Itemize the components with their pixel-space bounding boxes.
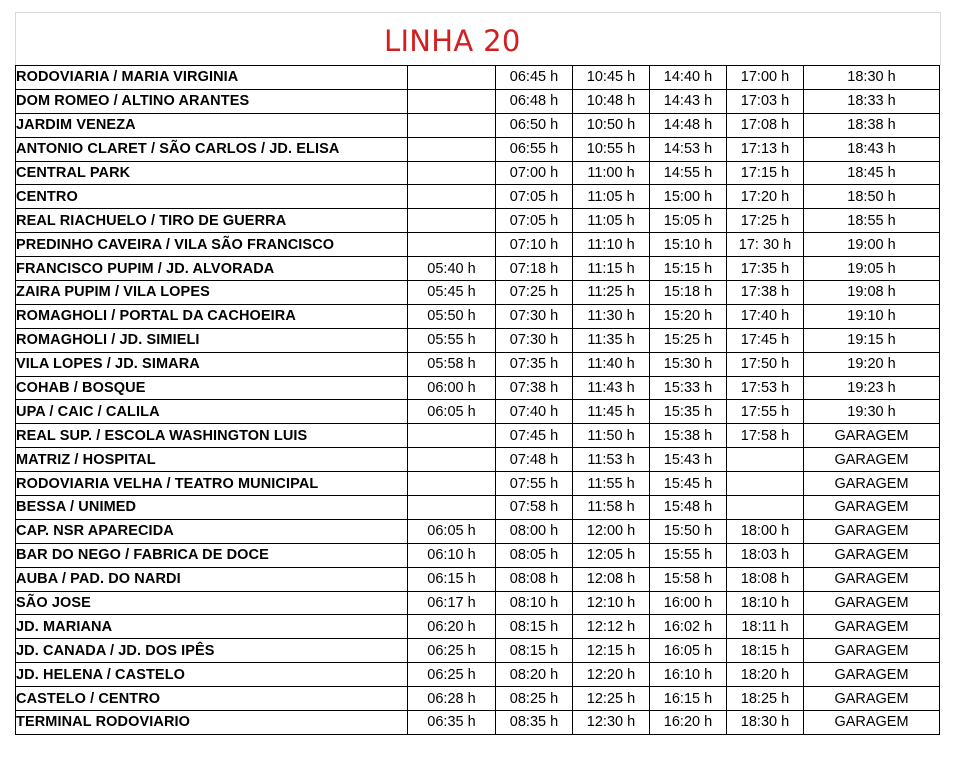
departure-time-cell: 14:43 h [650, 89, 727, 113]
stop-name-cell: DOM ROMEO / ALTINO ARANTES [16, 89, 408, 113]
departure-time-cell: 16:20 h [650, 711, 727, 735]
departure-time-cell: 16:02 h [650, 615, 727, 639]
departure-time-cell: GARAGEM [804, 472, 940, 496]
departure-time-cell: 17:58 h [727, 424, 804, 448]
departure-time-cell [727, 472, 804, 496]
departure-time-cell: 17:38 h [727, 281, 804, 305]
departure-time-cell: 10:55 h [573, 137, 650, 161]
table-row [16, 209, 940, 233]
departure-time-cell: 17:03 h [727, 89, 804, 113]
departure-time-cell: 07:58 h [496, 496, 573, 520]
stop-name-cell: CENTRO [16, 185, 408, 209]
table-row [16, 185, 940, 209]
departure-time-cell: 17:08 h [727, 113, 804, 137]
departure-time-cell: 15:00 h [650, 185, 727, 209]
stop-name-cell: JD. HELENA / CASTELO [16, 663, 408, 687]
table-row [16, 543, 940, 567]
departure-time-cell: 18:08 h [727, 567, 804, 591]
departure-time-cell: 08:15 h [496, 615, 573, 639]
stop-name-cell: SÃO JOSE [16, 591, 408, 615]
departure-time-cell: 17:00 h [727, 66, 804, 90]
departure-time-cell: 07:10 h [496, 233, 573, 257]
departure-time-cell: 17:20 h [727, 185, 804, 209]
departure-time-cell: 08:00 h [496, 519, 573, 543]
stop-name-cell: CENTRAL PARK [16, 161, 408, 185]
departure-time-cell: 15:10 h [650, 233, 727, 257]
stop-name-cell: MATRIZ / HOSPITAL [16, 448, 408, 472]
departure-time-cell: 08:20 h [496, 663, 573, 687]
departure-time-cell: 07:40 h [496, 400, 573, 424]
departure-time-cell: 18:38 h [804, 113, 940, 137]
departure-time-cell: 14:55 h [650, 161, 727, 185]
table-row [16, 567, 940, 591]
departure-time-cell: 19:10 h [804, 304, 940, 328]
departure-time-cell: 11:40 h [573, 352, 650, 376]
departure-time-cell: 07:30 h [496, 304, 573, 328]
stop-name-cell: TERMINAL RODOVIARIO [16, 711, 408, 735]
departure-time-cell: 11:10 h [573, 233, 650, 257]
stop-name-cell: ANTONIO CLARET / SÃO CARLOS / JD. ELISA [16, 137, 408, 161]
departure-time-cell: 07:25 h [496, 281, 573, 305]
departure-time-cell: GARAGEM [804, 424, 940, 448]
departure-time-cell: 15:58 h [650, 567, 727, 591]
departure-time-cell: 17:50 h [727, 352, 804, 376]
departure-time-cell: 14:48 h [650, 113, 727, 137]
departure-time-cell: 17:55 h [727, 400, 804, 424]
departure-time-cell: 12:08 h [573, 567, 650, 591]
departure-time-cell: 17:25 h [727, 209, 804, 233]
departure-time-cell: 06:25 h [408, 663, 496, 687]
departure-time-cell: 16:00 h [650, 591, 727, 615]
departure-time-cell: 11:35 h [573, 328, 650, 352]
departure-time-cell: GARAGEM [804, 543, 940, 567]
departure-time-cell: 18:25 h [727, 687, 804, 711]
departure-time-cell: GARAGEM [804, 663, 940, 687]
departure-time-cell: 12:12 h [573, 615, 650, 639]
departure-time-cell: 17:53 h [727, 376, 804, 400]
departure-time-cell: 15:18 h [650, 281, 727, 305]
departure-time-cell: 19:23 h [804, 376, 940, 400]
departure-time-cell: 12:30 h [573, 711, 650, 735]
departure-time-cell: 10:48 h [573, 89, 650, 113]
departure-time-cell: 05:50 h [408, 304, 496, 328]
stop-name-cell: CASTELO / CENTRO [16, 687, 408, 711]
departure-time-cell: 11:05 h [573, 209, 650, 233]
table-row [16, 663, 940, 687]
departure-time-cell: 11:43 h [573, 376, 650, 400]
departure-time-cell: 19:15 h [804, 328, 940, 352]
departure-time-cell: 08:10 h [496, 591, 573, 615]
departure-time-cell: 06:10 h [408, 543, 496, 567]
stop-name-cell: AUBA / PAD. DO NARDI [16, 567, 408, 591]
departure-time-cell: 06:48 h [496, 89, 573, 113]
departure-time-cell: 19:20 h [804, 352, 940, 376]
departure-time-cell [408, 113, 496, 137]
departure-time-cell [408, 66, 496, 90]
departure-time-cell: 18:50 h [804, 185, 940, 209]
departure-time-cell: 18:11 h [727, 615, 804, 639]
departure-time-cell: 17:13 h [727, 137, 804, 161]
departure-time-cell: 06:20 h [408, 615, 496, 639]
table-row [16, 257, 940, 281]
stop-name-cell: REAL RIACHUELO / TIRO DE GUERRA [16, 209, 408, 233]
departure-time-cell: 07:35 h [496, 352, 573, 376]
departure-time-cell: 08:25 h [496, 687, 573, 711]
departure-time-cell: 07:05 h [496, 185, 573, 209]
departure-time-cell: 12:15 h [573, 639, 650, 663]
departure-time-cell [408, 137, 496, 161]
departure-time-cell: 06:50 h [496, 113, 573, 137]
schedule-sheet [15, 12, 941, 65]
page-title: LINHA 20 [384, 24, 521, 58]
departure-time-cell: 07:30 h [496, 328, 573, 352]
departure-time-cell [408, 233, 496, 257]
departure-time-cell: 15:25 h [650, 328, 727, 352]
departure-time-cell: 06:05 h [408, 519, 496, 543]
stop-name-cell: ROMAGHOLI / PORTAL DA CACHOEIRA [16, 304, 408, 328]
departure-time-cell: 15:55 h [650, 543, 727, 567]
departure-time-cell: 12:25 h [573, 687, 650, 711]
departure-time-cell: GARAGEM [804, 711, 940, 735]
departure-time-cell: 19:05 h [804, 257, 940, 281]
departure-time-cell: 06:00 h [408, 376, 496, 400]
departure-time-cell: 11:25 h [573, 281, 650, 305]
departure-time-cell: 18:43 h [804, 137, 940, 161]
table-row [16, 687, 940, 711]
departure-time-cell: 10:45 h [573, 66, 650, 90]
stop-name-cell: VILA LOPES / JD. SIMARA [16, 352, 408, 376]
departure-time-cell: GARAGEM [804, 615, 940, 639]
departure-time-cell: 07:05 h [496, 209, 573, 233]
departure-time-cell [408, 209, 496, 233]
departure-time-cell: 15:35 h [650, 400, 727, 424]
departure-time-cell [408, 496, 496, 520]
departure-time-cell [727, 496, 804, 520]
stop-name-cell: JD. MARIANA [16, 615, 408, 639]
departure-time-cell: 06:28 h [408, 687, 496, 711]
departure-time-cell [408, 185, 496, 209]
departure-time-cell: GARAGEM [804, 496, 940, 520]
departure-time-cell: 12:05 h [573, 543, 650, 567]
departure-time-cell: 17:45 h [727, 328, 804, 352]
departure-time-cell: 18:45 h [804, 161, 940, 185]
table-row [16, 281, 940, 305]
departure-time-cell: 06:55 h [496, 137, 573, 161]
stop-name-cell: JD. CANADA / JD. DOS IPÊS [16, 639, 408, 663]
stop-name-cell: ROMAGHOLI / JD. SIMIELI [16, 328, 408, 352]
table-row [16, 328, 940, 352]
departure-time-cell: GARAGEM [804, 519, 940, 543]
departure-time-cell: GARAGEM [804, 639, 940, 663]
departure-time-cell: 18:33 h [804, 89, 940, 113]
departure-time-cell: 18:20 h [727, 663, 804, 687]
departure-time-cell: 16:05 h [650, 639, 727, 663]
table-row [16, 639, 940, 663]
departure-time-cell [408, 448, 496, 472]
stop-name-cell: JARDIM VENEZA [16, 113, 408, 137]
departure-time-cell: 07:00 h [496, 161, 573, 185]
schedule-table [15, 65, 940, 735]
departure-time-cell: 17:15 h [727, 161, 804, 185]
departure-time-cell: 07:18 h [496, 257, 573, 281]
departure-time-cell: 11:15 h [573, 257, 650, 281]
departure-time-cell: 06:25 h [408, 639, 496, 663]
departure-time-cell: 05:55 h [408, 328, 496, 352]
table-row [16, 496, 940, 520]
departure-time-cell: 05:58 h [408, 352, 496, 376]
departure-time-cell: 07:38 h [496, 376, 573, 400]
stop-name-cell: COHAB / BOSQUE [16, 376, 408, 400]
departure-time-cell: 19:30 h [804, 400, 940, 424]
departure-time-cell: 15:38 h [650, 424, 727, 448]
departure-time-cell: 17:35 h [727, 257, 804, 281]
departure-time-cell: 12:10 h [573, 591, 650, 615]
table-row [16, 448, 940, 472]
stop-name-cell: PREDINHO CAVEIRA / VILA SÃO FRANCISCO [16, 233, 408, 257]
stop-name-cell: ZAIRA PUPIM / VILA LOPES [16, 281, 408, 305]
departure-time-cell: 15:50 h [650, 519, 727, 543]
table-row [16, 519, 940, 543]
departure-time-cell: 17:40 h [727, 304, 804, 328]
departure-time-cell: 11:45 h [573, 400, 650, 424]
departure-time-cell: 18:55 h [804, 209, 940, 233]
departure-time-cell: 15:33 h [650, 376, 727, 400]
stop-name-cell: CAP. NSR APARECIDA [16, 519, 408, 543]
departure-time-cell: 11:00 h [573, 161, 650, 185]
departure-time-cell: GARAGEM [804, 567, 940, 591]
departure-time-cell: 15:20 h [650, 304, 727, 328]
departure-time-cell: 07:55 h [496, 472, 573, 496]
departure-time-cell: 15:30 h [650, 352, 727, 376]
stop-name-cell: RODOVIARIA / MARIA VIRGINIA [16, 66, 408, 90]
table-row [16, 591, 940, 615]
departure-time-cell: 12:00 h [573, 519, 650, 543]
departure-time-cell: 15:05 h [650, 209, 727, 233]
departure-time-cell: 19:08 h [804, 281, 940, 305]
departure-time-cell: 18:00 h [727, 519, 804, 543]
departure-time-cell: 07:45 h [496, 424, 573, 448]
departure-time-cell: 11:53 h [573, 448, 650, 472]
departure-time-cell: 17: 30 h [727, 233, 804, 257]
departure-time-cell: 06:45 h [496, 66, 573, 90]
departure-time-cell [727, 448, 804, 472]
departure-time-cell: 10:50 h [573, 113, 650, 137]
stop-name-cell: REAL SUP. / ESCOLA WASHINGTON LUIS [16, 424, 408, 448]
departure-time-cell: 14:53 h [650, 137, 727, 161]
stop-name-cell: RODOVIARIA VELHA / TEATRO MUNICIPAL [16, 472, 408, 496]
departure-time-cell: 11:50 h [573, 424, 650, 448]
table-row [16, 472, 940, 496]
departure-time-cell: 15:43 h [650, 448, 727, 472]
table-row [16, 400, 940, 424]
table-row [16, 424, 940, 448]
table-row [16, 233, 940, 257]
stop-name-cell: FRANCISCO PUPIM / JD. ALVORADA [16, 257, 408, 281]
departure-time-cell: 15:15 h [650, 257, 727, 281]
table-row [16, 113, 940, 137]
departure-time-cell: 06:15 h [408, 567, 496, 591]
departure-time-cell: 05:45 h [408, 281, 496, 305]
departure-time-cell: 06:05 h [408, 400, 496, 424]
table-row [16, 161, 940, 185]
departure-time-cell: 11:05 h [573, 185, 650, 209]
stop-name-cell: BESSA / UNIMED [16, 496, 408, 520]
departure-time-cell: 08:35 h [496, 711, 573, 735]
departure-time-cell: 05:40 h [408, 257, 496, 281]
table-row [16, 711, 940, 735]
table-row [16, 376, 940, 400]
departure-time-cell: 11:30 h [573, 304, 650, 328]
departure-time-cell: 12:20 h [573, 663, 650, 687]
departure-time-cell: 11:58 h [573, 496, 650, 520]
departure-time-cell [408, 424, 496, 448]
departure-time-cell: 06:35 h [408, 711, 496, 735]
departure-time-cell: 08:08 h [496, 567, 573, 591]
departure-time-cell: GARAGEM [804, 591, 940, 615]
departure-time-cell: 18:30 h [727, 711, 804, 735]
departure-time-cell: 11:55 h [573, 472, 650, 496]
table-row [16, 304, 940, 328]
departure-time-cell [408, 472, 496, 496]
departure-time-cell: 18:10 h [727, 591, 804, 615]
departure-time-cell: 16:15 h [650, 687, 727, 711]
table-row [16, 137, 940, 161]
departure-time-cell: GARAGEM [804, 687, 940, 711]
departure-time-cell: 18:03 h [727, 543, 804, 567]
table-row [16, 615, 940, 639]
departure-time-cell [408, 161, 496, 185]
stop-name-cell: UPA / CAIC / CALILA [16, 400, 408, 424]
departure-time-cell: 07:48 h [496, 448, 573, 472]
stop-name-cell: BAR DO NEGO / FABRICA DE DOCE [16, 543, 408, 567]
departure-time-cell: 15:48 h [650, 496, 727, 520]
departure-time-cell: 18:30 h [804, 66, 940, 90]
departure-time-cell: 18:15 h [727, 639, 804, 663]
title-row [16, 13, 940, 65]
table-row [16, 66, 940, 90]
departure-time-cell: 08:15 h [496, 639, 573, 663]
table-row [16, 89, 940, 113]
departure-time-cell: 06:17 h [408, 591, 496, 615]
departure-time-cell: 15:45 h [650, 472, 727, 496]
departure-time-cell: 16:10 h [650, 663, 727, 687]
departure-time-cell: 19:00 h [804, 233, 940, 257]
departure-time-cell: 08:05 h [496, 543, 573, 567]
table-row [16, 352, 940, 376]
departure-time-cell [408, 89, 496, 113]
departure-time-cell: 14:40 h [650, 66, 727, 90]
departure-time-cell: GARAGEM [804, 448, 940, 472]
